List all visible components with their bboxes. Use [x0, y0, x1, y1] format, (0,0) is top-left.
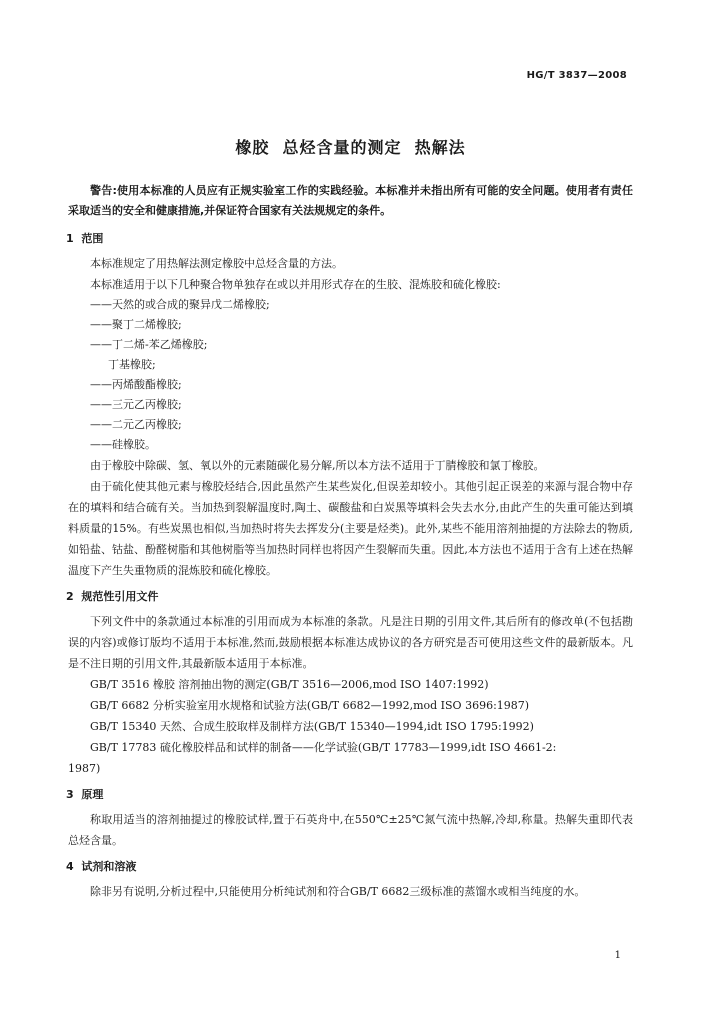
reference-continuation: 1987) — [68, 762, 101, 775]
safety-warning: 警告:使用本标准的人员应有正规实验室工作的实践经验。本标准并未指出所有可能的安全问题。使用者有责任采取适当的安全和健康措施,并保证符合国家有关法规规定的条件。 — [68, 184, 633, 217]
paragraph: 由于硫化使其他元素与橡胶烃结合,因此虽然产生某些炭化,但误差却较小。其他引起正误差的来源与混合物中存在的填料和结合硫有关。当加热到裂解温度时,陶土、碳酸盐和白炭黑等填料会失去水分,由此产生的失重可能达到填料质量的15%。有些炭黑也相似,当加热时将失去挥发分(主要是烃类)。此外,某些不能用溶剂抽提的方法除去的物质,如铅盐、钴盐、酚醛树脂和其他树脂等当加热时同样也将因产生裂解而失重。因此,本方法也不适用于含有上述在热解温度下产生失重物质的混炼胶和硫化橡胶。 — [68, 480, 633, 577]
list-item: 丁基橡胶; — [108, 358, 156, 371]
paragraph: 本标准规定了用热解法测定橡胶中总烃含量的方法。 — [90, 257, 343, 270]
list-item: ——丁二烯-苯乙烯橡胶; — [90, 338, 208, 351]
list-item: ——二元乙丙橡胶; — [90, 418, 182, 431]
section-heading: 4 试剂和溶液 — [66, 860, 137, 873]
section-heading: 1 范围 — [66, 232, 104, 245]
paragraph: 由于橡胶中除碳、氢、氧以外的元素随碳化易分解,所以本方法不适用于丁腈橡胶和氯丁橡胶。 — [90, 459, 545, 472]
list-item: ——丙烯酸酯橡胶; — [90, 378, 182, 391]
reference-item: GB/T 6682 分析实验室用水规格和试验方法(GB/T 6682—1992,mod ISO 3696:1987) — [90, 699, 530, 712]
paragraph: 本标准适用于以下几种聚合物单独存在或以并用形式存在的生胶、混炼胶和硫化橡胶: — [90, 278, 501, 291]
page-number: 1 — [614, 950, 621, 961]
list-item: ——聚丁二烯橡胶; — [90, 318, 182, 331]
standard-code: HG/T 3837—2008 — [526, 70, 627, 81]
list-item: ——硅橡胶。 — [90, 438, 156, 451]
list-item: ——天然的或合成的聚异戊二烯橡胶; — [90, 298, 270, 311]
paragraph: 称取用适当的溶剂抽提过的橡胶试样,置于石英舟中,在550℃±25℃氮气流中热解,冷却,称量。热解失重即代表总烃含量。 — [68, 813, 633, 847]
section-scope — [68, 229, 633, 581]
section-heading: 3 原理 — [66, 788, 104, 801]
reference-item: GB/T 17783 硫化橡胶样品和试样的制备——化学试验(GB/T 17783—1999,idt ISO 4661-2: — [90, 741, 557, 754]
document-body — [68, 181, 633, 902]
list-item: ——三元乙丙橡胶; — [90, 398, 182, 411]
paragraph: 除非另有说明,分析过程中,只能使用分析纯试剂和符合GB/T 6682三级标准的蒸馏水或相当纯度的水。 — [90, 885, 586, 898]
document-title: 橡胶 总烃含量的测定 热解法 — [235, 138, 466, 157]
section-reagents — [68, 857, 633, 902]
paragraph: 下列文件中的条款通过本标准的引用而成为本标准的条款。凡是注日期的引用文件,其后所有的修改单(不包括勘误的内容)或修订版均不适用于本标准,然而,鼓励根据本标准达成协议的各方研究是否可使用这些文件的最新版本。凡是不注日期的引用文件,其最新版本适用于本标准。 — [68, 615, 633, 670]
reference-item: GB/T 15340 天然、合成生胶取样及制样方法(GB/T 15340—1994,idt ISO 1795:1992) — [90, 720, 534, 733]
section-heading: 2 规范性引用文件 — [66, 590, 159, 603]
section-principle — [68, 785, 633, 851]
reference-item: GB/T 3516 橡胶 溶剂抽出物的测定(GB/T 3516—2006,mod ISO 1407:1992) — [90, 678, 489, 691]
section-normative-references — [68, 587, 633, 779]
